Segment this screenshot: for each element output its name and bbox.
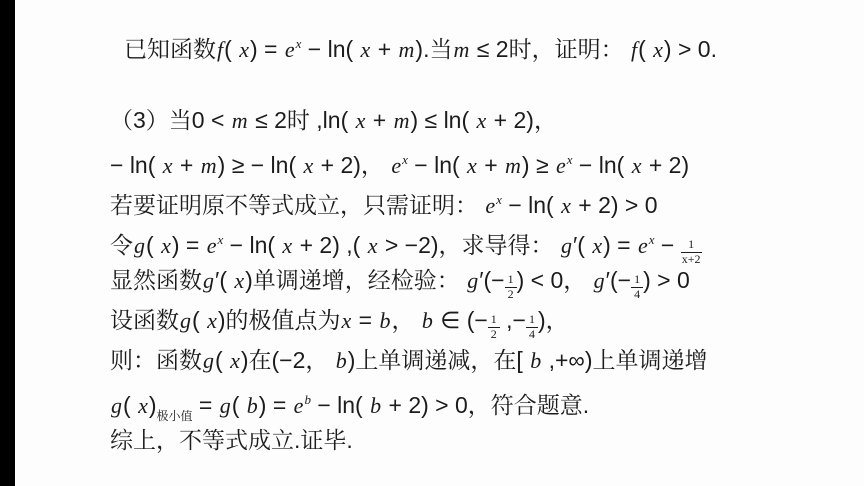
text-run: ,+∞)上单调递增 [542, 347, 708, 373]
text-run: + 2)， [487, 107, 557, 133]
text-run: ′(− [605, 267, 632, 293]
math-variable: x [367, 233, 378, 258]
left-black-bar [0, 0, 15, 486]
math-variable: x [239, 37, 249, 62]
math-variable: g [203, 268, 214, 293]
math-variable: x [360, 37, 371, 62]
math-variable: x [592, 233, 603, 258]
text-run: 已知函数 [124, 36, 216, 62]
text-run: − ln( [301, 36, 360, 62]
subscript: 极小值 [156, 409, 193, 423]
math-variable: e [485, 193, 496, 218]
superscript: x [566, 152, 573, 167]
math-variable: b [530, 348, 542, 373]
text-run: + 2) [642, 152, 690, 178]
math-line-problem-statement [110, 24, 844, 64]
math-variable: x [161, 233, 171, 258]
math-variable: x [653, 37, 663, 62]
math-variable: x [207, 308, 217, 333]
math-variable: f [630, 37, 638, 62]
math-variable: x [138, 393, 148, 418]
text-run: ( [192, 307, 207, 333]
superscript: x [496, 192, 502, 207]
math-variable: e [555, 153, 566, 178]
fraction: $\frac{1}{2}$ [488, 313, 500, 342]
math-variable: g [560, 233, 572, 258]
fraction: $\frac{1}{x+2}$ [681, 237, 701, 266]
text-run: − ln( [110, 152, 162, 178]
math-variable: g [219, 393, 231, 418]
superscript: x [217, 232, 224, 247]
text-run: )的极值点为 [217, 307, 341, 333]
text-run: + [366, 107, 393, 133]
text-run: （3）当0 < [110, 107, 231, 133]
text-run: − ln( [572, 152, 631, 178]
text-run: ≤ 2时，证明： [470, 36, 630, 62]
math-variable: x [631, 153, 642, 178]
math-variable: g [111, 393, 122, 418]
text-run: ( [224, 36, 239, 62]
text-run: 设函数 [110, 307, 179, 333]
text-run: + 2) > 0，符合题意. [382, 392, 590, 418]
text-run: + 2) ,( [293, 232, 367, 258]
text-run: ) ≥ [521, 152, 555, 178]
text-run: + [371, 36, 398, 62]
text-run: + 2)， [314, 152, 391, 178]
text-run: ′( [572, 232, 592, 258]
math-variable: b [370, 393, 382, 418]
text-run: = [352, 307, 379, 333]
math-variable: m [505, 153, 521, 178]
text-run: 若要证明原不等式成立，只需证明： [110, 192, 485, 218]
superscript: b [304, 392, 311, 407]
text-run: ( [638, 36, 653, 62]
math-variable: b [421, 308, 433, 333]
text-run: − ln( [407, 152, 467, 178]
math-line-extremum-point [110, 300, 844, 340]
text-run: 则：函数 [110, 347, 202, 373]
math-variable: m [231, 108, 248, 133]
text-run: ).当 [415, 36, 453, 62]
math-variable: g [593, 268, 605, 293]
math-line-inequality-chain [110, 140, 844, 180]
math-variable: x [476, 108, 487, 133]
text-run: )， [538, 307, 569, 333]
math-line-conclusion [110, 420, 844, 460]
text-run: ( [215, 347, 230, 373]
text-run: − ln( [501, 192, 561, 218]
math-variable: e [293, 393, 304, 418]
text-run: )单调递增，经检验： [245, 267, 467, 293]
text-run: = [192, 392, 219, 418]
math-variable: e [284, 37, 295, 62]
math-variable: g [180, 308, 191, 333]
text-run: ( [123, 392, 138, 418]
text-run: 显然函数 [110, 267, 202, 293]
text-run: ， [391, 307, 421, 333]
text-run: ′(− [479, 267, 505, 293]
text-run: ) ≥ − ln( [217, 152, 303, 178]
math-variable: b [246, 393, 258, 418]
text-run: ) ≤ ln( [410, 107, 476, 133]
text-run: + [477, 152, 505, 178]
math-line-case3-start [110, 100, 844, 140]
text-run: ( [146, 232, 161, 258]
text-run: ( [231, 392, 246, 418]
math-variable: b [335, 348, 347, 373]
math-line-minimum-value [110, 380, 844, 423]
text-run: ) = [249, 36, 284, 62]
math-line-monotonic-check [110, 260, 844, 300]
math-variable: x [355, 108, 366, 133]
superscript: x [648, 232, 655, 247]
math-variable: e [637, 233, 648, 258]
math-variable: m [453, 37, 470, 62]
math-variable: b [379, 308, 391, 333]
superscript: x [295, 36, 302, 51]
text-run: )上单调递减，在[ [347, 347, 530, 373]
text-run: > −2)，求导得： [378, 232, 560, 258]
math-variable: m [398, 37, 415, 62]
text-run: ) = [258, 392, 293, 418]
math-variable: x [341, 308, 352, 333]
math-line-define-g-derivative [110, 220, 844, 266]
text-run: ,− [499, 307, 526, 333]
text-run: + [173, 152, 200, 178]
math-variable: x [282, 233, 293, 258]
fraction: $\frac{1}{4}$ [631, 273, 643, 302]
text-run: ) = [603, 232, 637, 258]
text-run: ) [148, 392, 157, 418]
text-run: ) > 0. [663, 36, 717, 62]
math-variable: g [134, 233, 145, 258]
math-variable: g [203, 348, 214, 373]
text-run: − ln( [310, 392, 370, 418]
math-variable: f [217, 37, 224, 62]
text-run: − ln( [223, 232, 282, 258]
math-variable: x [561, 193, 571, 218]
text-run: 令 [110, 232, 133, 258]
text-run: ) < 0， [516, 267, 593, 293]
superscript: x [402, 152, 408, 167]
document-page [110, 24, 844, 460]
text-run: )在(−2， [240, 347, 335, 373]
text-run: + 2) > 0 [571, 192, 658, 218]
text-run: ∈ (− [433, 307, 488, 333]
text-run: − [654, 232, 681, 258]
math-variable: x [234, 268, 245, 293]
math-variable: x [303, 153, 314, 178]
fraction: $\frac{1}{2}$ [505, 273, 517, 302]
text-run: 综上，不等式成立.证毕. [110, 427, 353, 453]
math-variable: x [162, 153, 173, 178]
text-run: ≤ 2时 ,ln( [248, 107, 355, 133]
text-run: ) > 0 [643, 267, 690, 293]
math-variable: m [393, 108, 410, 133]
fraction: $\frac{1}{4}$ [526, 313, 538, 342]
math-variable: g [467, 268, 479, 293]
math-variable: e [206, 233, 217, 258]
text-run: ′( [215, 267, 234, 293]
text-run: ) = [171, 232, 206, 258]
math-variable: m [200, 153, 217, 178]
math-variable: x [230, 348, 240, 373]
math-line-monotonic-intervals [110, 340, 844, 380]
math-line-reduction-step [110, 180, 844, 220]
math-variable: x [467, 153, 477, 178]
math-variable: e [391, 153, 402, 178]
